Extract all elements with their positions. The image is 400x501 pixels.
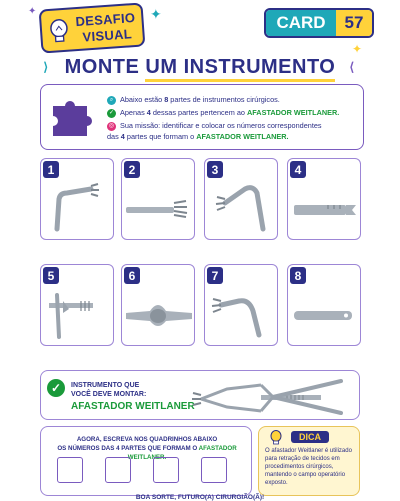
- part-card-4[interactable]: [287, 158, 361, 240]
- check-icon: ✓: [108, 109, 115, 116]
- part-card-5[interactable]: [40, 264, 114, 346]
- weitlaner-retractor-image: [191, 373, 355, 419]
- tip-text: O afastador Weitlaner é utilizado para retração de tecidos em procedimentos cirúrgicos, mantendo o campo operatório exposto.: [265, 448, 352, 486]
- part-card-6[interactable]: [121, 264, 195, 346]
- lightbulb-icon: [269, 430, 283, 446]
- answer-box: [40, 426, 252, 496]
- assemble-label: INSTRUMENTO QUE VOCÊ DEVE MONTAR:: [71, 382, 147, 398]
- part-card-7[interactable]: [204, 264, 278, 346]
- title-part2: UM INSTRUMENTO: [145, 56, 335, 82]
- answer-slot-3[interactable]: [153, 457, 179, 483]
- part-number-5: 5: [43, 267, 59, 284]
- sparkle-icon: ✦: [150, 6, 162, 22]
- sparkle-icon: ⟨: [349, 60, 355, 74]
- card-badge: [264, 8, 374, 38]
- check-icon: ✓: [47, 379, 65, 397]
- instructions-box: [40, 84, 364, 150]
- answer-instructions: AGORA, ESCREVA NOS QUADRINHOS ABAIXO OS NÚMEROS DAS 4 PARTES QUE FORMAM O AFASTADOR WEITLANER.: [57, 436, 237, 461]
- part-number-1: 1: [43, 161, 59, 178]
- sparkle-icon: ✦: [28, 6, 37, 17]
- part-number-7: 7: [207, 267, 223, 284]
- puzzle-icon: [49, 98, 95, 138]
- desafio-visual-badge: [39, 2, 146, 53]
- answer-slot-2[interactable]: [105, 457, 131, 483]
- footer-text: BOA SORTE, FUTURO(A) CIRURGIÃO(Ã)!: [135, 494, 265, 501]
- part-card-1[interactable]: [40, 158, 114, 240]
- tip-box: [258, 426, 360, 496]
- instruction-line2: ✓ Apenas 4 dessas partes pertencem ao AFASTADOR WEITLANER.: [108, 108, 340, 117]
- search-icon: ⌕: [107, 96, 116, 105]
- sparkle-icon: ✦: [352, 42, 363, 56]
- assemble-instrument-name: AFASTADOR WEITLANER: [71, 401, 195, 412]
- target-instrument-box: [40, 370, 360, 420]
- part-number-6: 6: [124, 267, 140, 284]
- card-number: 57: [336, 10, 372, 36]
- target-icon: ◎: [108, 122, 115, 129]
- part-number-4: 4: [290, 161, 306, 178]
- answer-slot-4[interactable]: [201, 457, 227, 483]
- badge-line2: VISUAL: [82, 26, 133, 45]
- title-part1: MONTE: [64, 56, 140, 78]
- part-number-3: 3: [207, 161, 223, 178]
- lightbulb-icon: [47, 18, 71, 45]
- sparkle-icon: ⟩: [43, 60, 49, 74]
- tip-tag: DICA: [291, 431, 329, 443]
- instruction-line1: ⌕ Abaixo estão 8 partes de instrumentos cirúrgicos.: [107, 95, 280, 105]
- part-card-2[interactable]: [121, 158, 195, 240]
- card-label: CARD: [266, 10, 336, 36]
- badge-line1: DESAFIO: [74, 9, 136, 30]
- part-card-3[interactable]: [204, 158, 278, 240]
- instruction-line4: das 4 partes que formam o AFASTADOR WEITLANER.: [107, 132, 289, 141]
- instruction-line3: ◎ Sua missão: identificar e colocar os números correspondentes: [108, 121, 322, 130]
- part-number-2: 2: [124, 161, 140, 178]
- part-number-8: 8: [290, 267, 306, 284]
- part-card-8[interactable]: [287, 264, 361, 346]
- page-title: [0, 56, 400, 82]
- answer-slot-1[interactable]: [57, 457, 83, 483]
